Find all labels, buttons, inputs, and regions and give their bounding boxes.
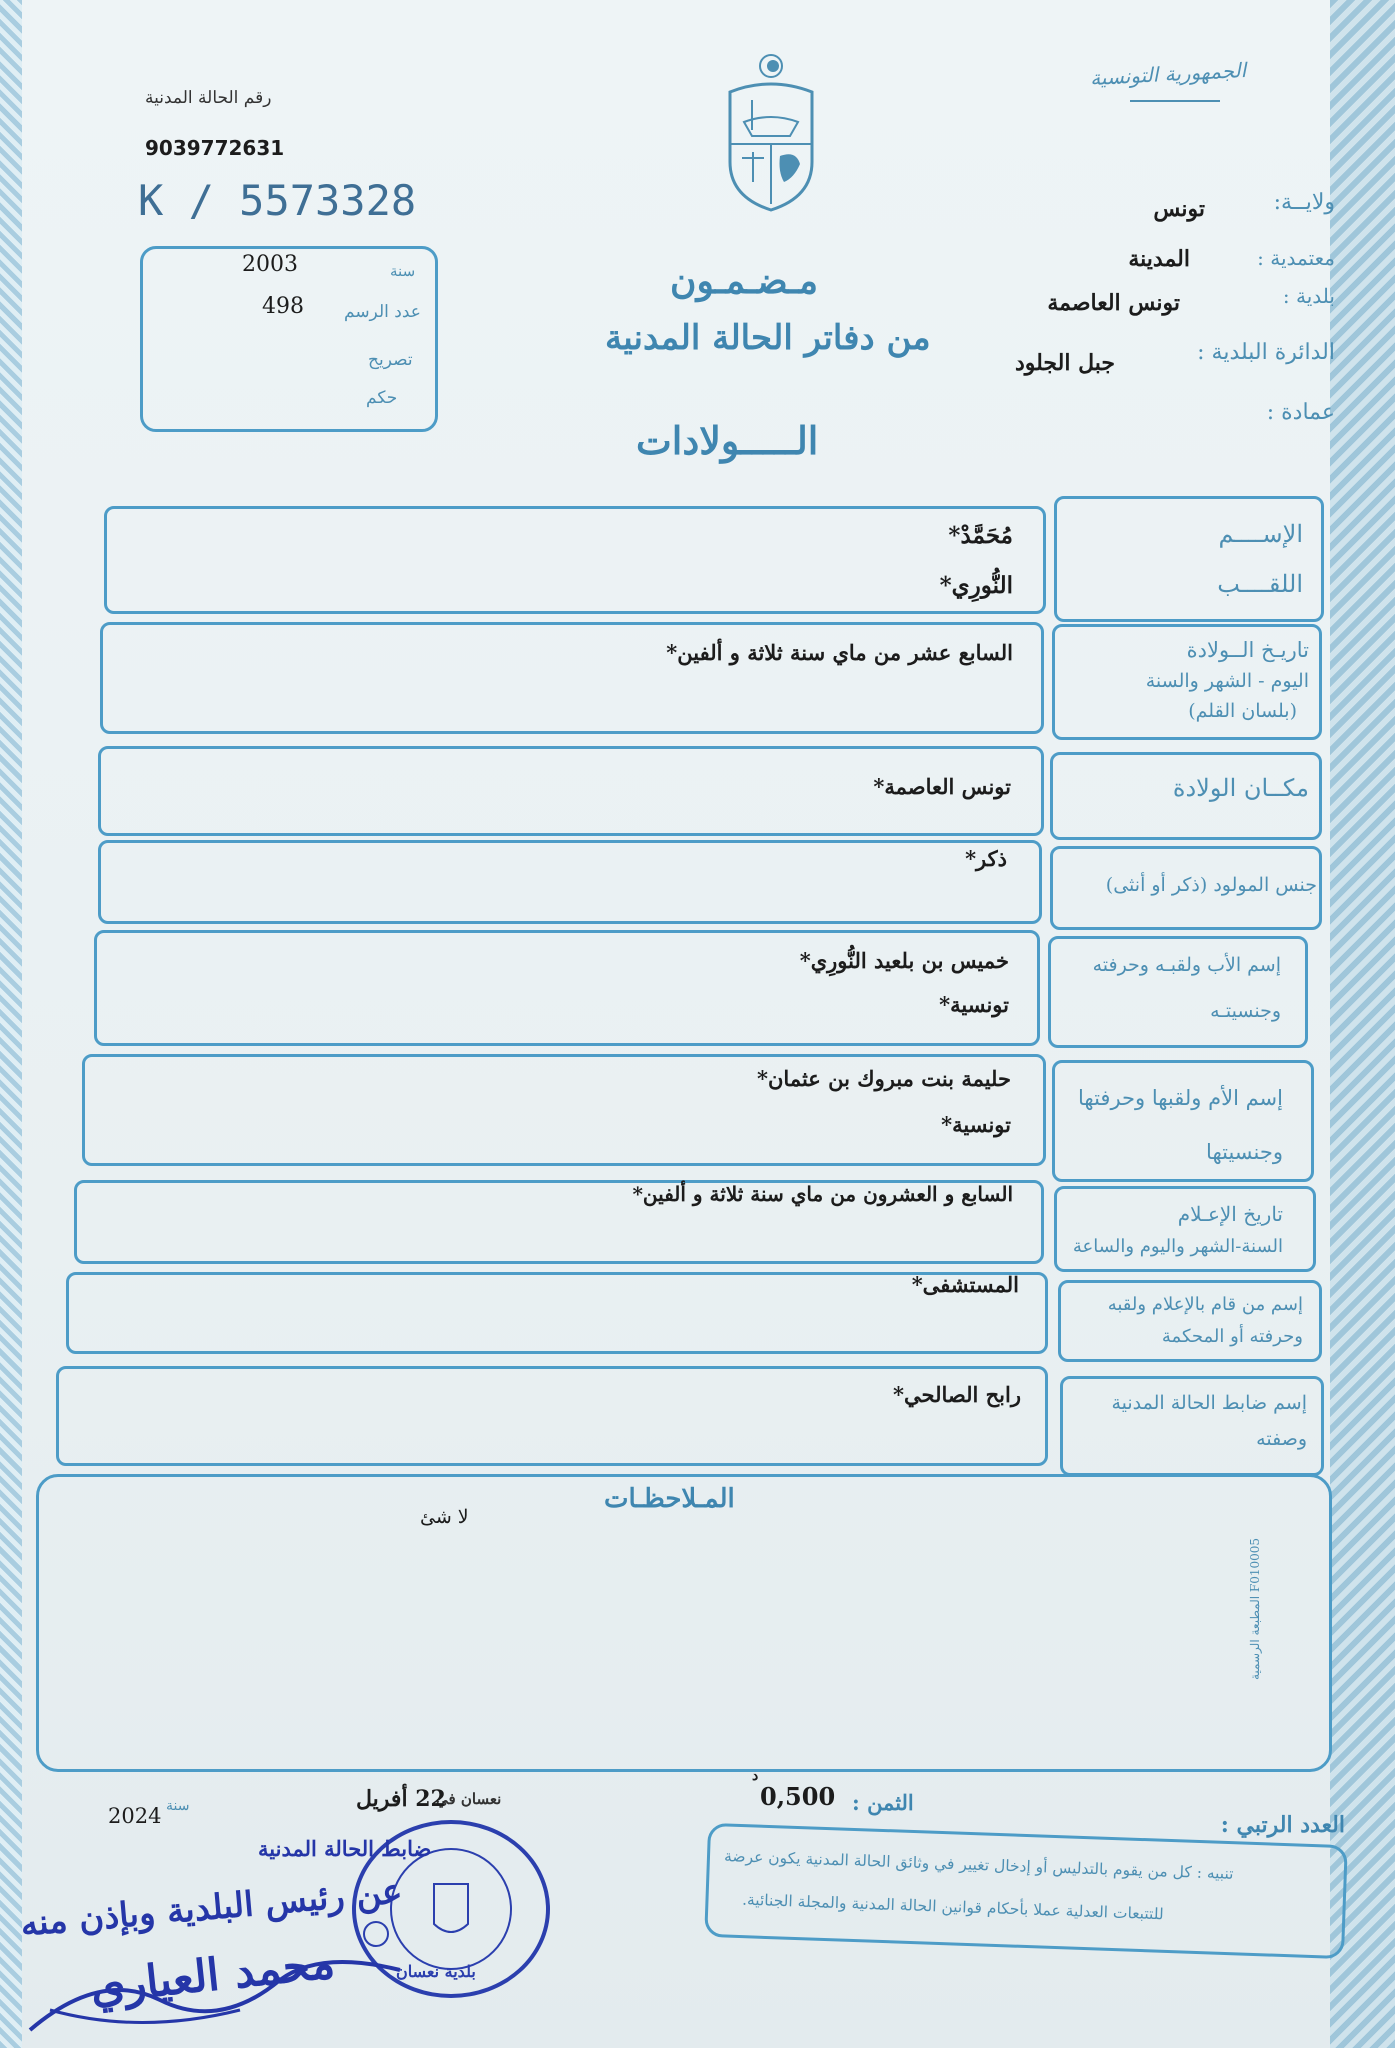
- remarks-box: [36, 1474, 1332, 1772]
- row-sex-value-box: [98, 840, 1042, 924]
- serial-number: 5573328: [239, 176, 417, 225]
- row-name-label-2: اللقــــب: [1217, 570, 1303, 598]
- document-title-line2: من دفاتر الحالة المدنية: [605, 318, 931, 358]
- delegation-value: المدينة: [1128, 246, 1190, 272]
- act-number-label: عدد الرسم: [344, 302, 421, 322]
- serial-number-label: العدد الرتبي :: [1220, 1812, 1345, 1838]
- serial-prefix: K: [138, 176, 164, 225]
- price-label: الثمن :: [852, 1790, 914, 1815]
- row-name-value-box: [104, 506, 1046, 614]
- remarks-value: لا شئ: [420, 1506, 469, 1528]
- father-name-value: خميس بن بلعيد النُّورِي*: [799, 948, 1009, 973]
- row-mother-label-2: وجنسيتها: [1206, 1140, 1283, 1164]
- warning-line-1: تنبيه : كل من يقوم بالتدليس أو إدخال تغيير في وثائق الحالة المدنية يكون عرضة: [723, 1847, 1234, 1883]
- row-officer-value-box: [56, 1366, 1048, 1466]
- date-prefix: نعسان في: [436, 1790, 502, 1808]
- left-border-pattern: [0, 0, 22, 2048]
- warning-line-2: للتتبعات العدلية عملا بأحكام قوانين الحالة المدنية والمجلة الجنائية.: [741, 1890, 1164, 1924]
- footer-year-value: 2024: [108, 1804, 162, 1828]
- father-nationality-value: تونسية*: [939, 992, 1009, 1017]
- republic-underline: [1130, 100, 1220, 102]
- district-label: الدائرة البلدية :: [1197, 340, 1335, 365]
- row-name-label-box: [1054, 496, 1324, 622]
- tunisia-emblem: [724, 52, 818, 212]
- row-declarant-label-2: وحرفته أو المحكمة: [1161, 1326, 1303, 1347]
- declaration-label: تصريح: [368, 350, 413, 370]
- document-title-line1: مـضـمـون: [670, 260, 818, 302]
- judgment-label: حكم: [366, 388, 398, 408]
- warning-box: [704, 1823, 1348, 1959]
- row-declaration-date-label-2: السنة-الشهر واليوم والساعة: [1072, 1236, 1283, 1257]
- record-year-value: 2003: [242, 252, 298, 277]
- district-value: جبل الجلود: [1014, 350, 1115, 376]
- row-name-label-1: الإســــم: [1218, 520, 1303, 548]
- republic-heading: الجمهورية التونسية: [1089, 57, 1247, 91]
- row-mother-label-1: إسم الأم ولقبها وحرفتها: [1078, 1086, 1283, 1110]
- row-birthdate-label-1: تاريـخ الــولادة: [1186, 638, 1309, 662]
- sector-label: عمادة :: [1266, 400, 1335, 425]
- row-officer-label-1: إسم ضابط الحالة المدنية: [1111, 1392, 1307, 1414]
- section-title-births: الـــــولادات: [636, 418, 819, 463]
- officer-title-stamp: ضابط الحالة المدنية: [258, 1836, 432, 1861]
- right-border-pattern: [1330, 0, 1395, 2048]
- row-birthdate-label-3: (بلسان القلم): [1188, 700, 1297, 722]
- serial-number-group: [138, 176, 416, 225]
- row-birthdate-label-2: اليوم - الشهر والسنة: [1145, 670, 1309, 692]
- row-declaration-date-label-1: تاريخ الإعـلام: [1177, 1202, 1283, 1226]
- print-code: المطبعة الرسمية F010005: [1248, 1537, 1262, 1680]
- signature-line-1: عن رئيس البلدية وبإذن منه: [18, 1871, 404, 1945]
- registry-number: 9039772631: [145, 136, 285, 160]
- row-declarant-label-box: [1058, 1280, 1322, 1362]
- officer-value: رابح الصالحي*: [893, 1382, 1021, 1407]
- price-value: 0,500: [760, 1782, 836, 1811]
- governorate-value: تونس: [1153, 196, 1205, 222]
- serial-slash: /: [163, 176, 240, 225]
- sex-value: ذكر*: [965, 846, 1007, 871]
- row-father-label-2: وجنسيتـه: [1210, 1000, 1281, 1022]
- municipality-label: بلدية :: [1282, 284, 1335, 308]
- footer-year-label: سنة: [166, 1798, 190, 1814]
- mother-nationality-value: تونسية*: [941, 1112, 1011, 1137]
- family-name-value: النُّورِي*: [939, 572, 1013, 599]
- municipality-value: تونس العاصمة: [1047, 290, 1180, 316]
- row-officer-label-2: وصفته: [1256, 1428, 1307, 1450]
- date-value: 22 أفريل: [356, 1786, 446, 1812]
- row-birthdate-value-box: [100, 622, 1044, 734]
- act-number-value: 498: [262, 294, 304, 319]
- delegation-label: معتمدية :: [1257, 246, 1335, 270]
- row-father-label-1: إسم الأب ولقبـه وحرفته: [1092, 954, 1281, 976]
- registry-number-label: رقم الحالة المدنية: [145, 88, 272, 108]
- governorate-label: ولايــة:: [1273, 190, 1335, 215]
- row-declarant-value-box: [66, 1272, 1048, 1354]
- given-name-value: مُحَمَّدْ*: [948, 522, 1013, 549]
- row-declarant-label-1: إسم من قام بالإعلام ولقبه: [1107, 1294, 1303, 1315]
- record-year-label: سنة: [390, 262, 416, 280]
- handwritten-signature: [20, 1940, 420, 2040]
- price-unit: د: [752, 1768, 759, 1784]
- signature-name: محمد العياري: [88, 1937, 338, 2014]
- row-declaration-date-label-box: [1054, 1186, 1316, 1272]
- declarant-value: المستشفى*: [911, 1272, 1019, 1297]
- row-sex-label: جنس المولود (ذكر أو أنثى): [1105, 874, 1317, 896]
- declaration-date-value: السابع و العشرون من ماي سنة ثلاثة و ألفين*: [632, 1182, 1013, 1206]
- row-father-label-box: [1048, 936, 1308, 1048]
- birth-place-value: تونس العاصمة*: [873, 774, 1011, 799]
- remarks-title: المـلاحظـات: [604, 1484, 735, 1514]
- row-officer-label-box: [1060, 1376, 1324, 1476]
- mother-name-value: حليمة بنت مبروك بن عثمان*: [757, 1066, 1011, 1091]
- row-birthplace-label: مكــان الولادة: [1172, 774, 1309, 802]
- stamp-text: بلدية نعسان: [396, 1962, 476, 1981]
- birth-date-value: السابع عشر من ماي سنة ثلاثة و ألفين*: [666, 640, 1013, 665]
